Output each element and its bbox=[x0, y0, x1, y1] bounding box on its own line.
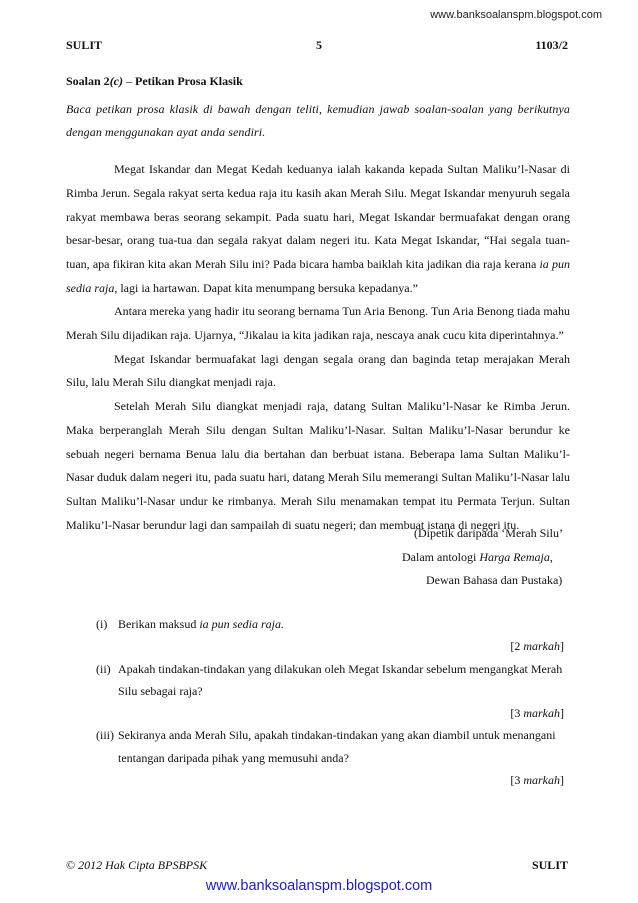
source-text: Dalam antologi bbox=[402, 549, 480, 564]
question-part: (c) bbox=[109, 74, 124, 88]
question-number: Soalan 2 bbox=[66, 74, 110, 88]
question-list bbox=[96, 613, 564, 791]
marks-word: markah bbox=[523, 773, 560, 788]
passage-text: , lagi ia hartawan. Dapat kita menumpang bersuka kepadanya.” bbox=[114, 280, 418, 295]
question-text: Apakah tindakan-tindakan yang dilakukan oleh Megat Iskandar sebelum mengangkat Merah Silu sebagai raja? bbox=[118, 661, 563, 698]
section-name: Petikan Prosa Klasik bbox=[135, 74, 243, 88]
question-numeral: (ii) bbox=[96, 661, 111, 676]
marks-bracket: ] bbox=[560, 773, 564, 788]
passage-italic-phrase: ia pun sedia raja bbox=[66, 256, 570, 295]
question-text-part: Berikan maksud bbox=[118, 617, 200, 631]
marks-label bbox=[118, 635, 564, 657]
question-item bbox=[96, 658, 564, 725]
marks-word: markah bbox=[523, 706, 560, 721]
header-sulit-label: SULIT bbox=[66, 38, 103, 52]
marks-bracket: ] bbox=[560, 706, 564, 721]
marks-number: [2 bbox=[510, 639, 524, 654]
footer-copyright bbox=[66, 858, 207, 873]
marks-number: [3 bbox=[510, 773, 524, 788]
question-text: Sekiranya anda Merah Silu, apakah tindakan-tindakan yang akan diambil untuk menangani tentangan daripada pihak yang memusuhi anda? bbox=[118, 728, 556, 765]
marks-label bbox=[118, 769, 564, 791]
question-item bbox=[96, 613, 564, 658]
source-line-1: (Dipetik daripada ‘Merah Silu’ bbox=[414, 526, 563, 540]
copyright-text: 2012 Hak Cipta BPSBPSK bbox=[78, 858, 208, 872]
instruction-text: Baca petikan prosa klasik di bawah dengan teliti, kemudian jawab soalan-soalan yang berikutnya dengan menggunakan ayat anda sendiri. bbox=[66, 101, 570, 140]
passage-paragraph-3: Megat Iskandar bermuafakat lagi dengan segala orang dan baginda tetap merajakan Merah Silu, lalu Merah Silu diangkat menjadi raja. bbox=[66, 351, 570, 390]
question-numeral: (iii) bbox=[96, 728, 114, 743]
page-number: 5 bbox=[316, 38, 322, 52]
marks-word: markah bbox=[523, 639, 560, 654]
question-numeral: (i) bbox=[96, 617, 108, 631]
passage-paragraph-4: Setelah Merah Silu diangkat menjadi raja, datang Sultan Maliku’l-Nasar ke Rimba Jerun. Maka berperanglah Merah Silu dengan Sultan Maliku’l-Nasar. Sultan Maliku’l-Nasar berundur ke sebuah negeri bernama Benua lalu dia bertahan dan berbuat istana. Beberapa lama Sultan Maliku’l-Nasar duduk dalam negeri itu, pada suatu hari, datang Merah Silu memerangi Sultan Maliku’l-Nasar lalu Sultan Maliku’l-Nasar undur ke rimbanya. Merah Silu menamakan tempat itu Permata Terjun. Sultan Maliku’l-Nasar berundur lagi dan sampailah di suatu negeri; dan membuat istana di negeri itu. bbox=[66, 399, 570, 532]
footer-url-link[interactable]: www.banksoalanspm.blogspot.com bbox=[205, 878, 433, 894]
marks-label bbox=[118, 702, 564, 724]
title-separator: – bbox=[123, 74, 136, 88]
passage-paragraph-2: Antara mereka yang hadir itu seorang bernama Tun Aria Benong. Tun Aria Benong tiada mahu Merah Silu dijadikan raja. Ujarnya, “Jikalau ia kita jadikan raja, nescaya anak cucu kita diperintahnya.” bbox=[66, 304, 570, 343]
footer-sulit-label: SULIT bbox=[531, 858, 568, 872]
source-line-2 bbox=[380, 546, 564, 570]
question-item bbox=[96, 724, 564, 791]
source-line-3: Dewan Bahasa dan Pustaka) bbox=[426, 573, 563, 588]
top-url-text: www.banksoalanspm.blogspot.com bbox=[430, 9, 602, 21]
passage-source bbox=[380, 522, 564, 593]
marks-bracket: ] bbox=[560, 639, 564, 654]
paper-code: 1103/2 bbox=[535, 38, 568, 52]
question-content bbox=[66, 70, 570, 537]
passage-text: Megat Iskandar dan Megat Kedah keduanya ialah kakanda kepada Sultan Maliku’l-Nasar di Rimba Jerun. Segala rakyat serta kedua raja itu kasih akan Merah Silu. Megat Iskandar menyuruh segala rakyat membawa beras seorang sekampit. Pada suatu hari, Megat Iskandar bermuafakat dengan orang besar-besar, orang tua-tua dan segala rakyat dalam negeri itu. Kata Megat Iskandar, “Hai segala tuan-tuan, apa fikiran kita akan Merah Silu ini? Pada bicara hamba baiklah kita jadikan dia raja kerana bbox=[66, 162, 570, 271]
anthology-title: Harga Remaja bbox=[479, 549, 550, 564]
source-text: , bbox=[549, 549, 553, 564]
question-text bbox=[118, 613, 564, 635]
question-italic-phrase: ia pun sedia raja. bbox=[199, 617, 284, 631]
marks-number: [3 bbox=[510, 706, 524, 721]
section-title bbox=[66, 70, 570, 94]
passage-paragraph-1 bbox=[66, 158, 570, 300]
copyright-symbol: © bbox=[66, 858, 79, 872]
